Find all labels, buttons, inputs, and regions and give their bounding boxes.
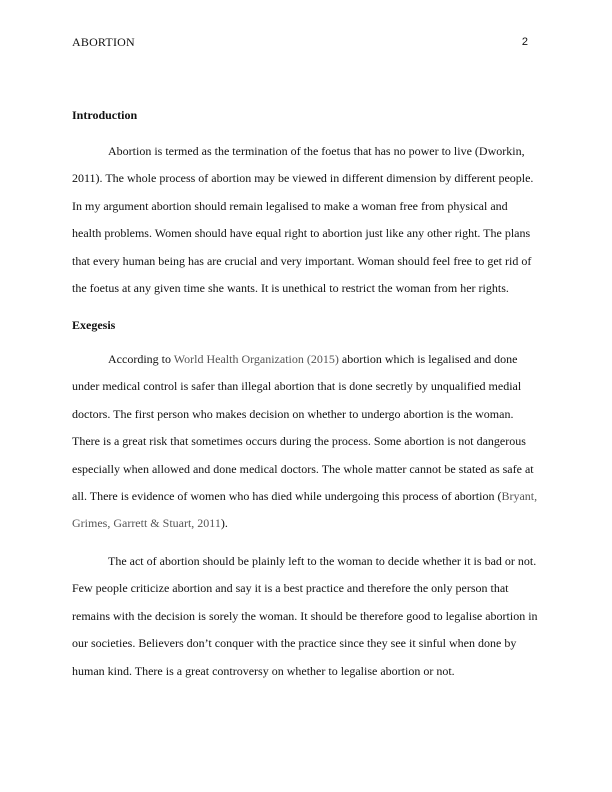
paragraph-line: doctors. The first person who makes decision on whether to undergo abortion is the woman. [72, 406, 514, 421]
paragraph-line: that every human being has are crucial and very important. Woman should feel free to get rid of [72, 253, 532, 268]
paragraph-line: human kind. There is a great controversy on whether to legalise abortion or not. [72, 663, 455, 678]
paragraph-line: health problems. Women should have equal right to abortion just like any other right. The plans [72, 226, 531, 241]
running-head: ABORTION [72, 35, 135, 49]
line-text: all. There is evidence of women who has died while undergoing this process of abortion ( [72, 488, 502, 503]
page-number: 2 [521, 36, 528, 48]
line-text: abortion which is legalised and done [338, 352, 518, 366]
heading-introduction: Introduction [72, 108, 138, 122]
paragraph-line: The act of abortion should be plainly left to the woman to decide whether it is bad or not. [108, 554, 537, 568]
page-header [72, 35, 528, 51]
paragraph-line: remains with the decision is sorely the woman. It should be therefore good to legalise abortion in [72, 608, 538, 623]
paragraph-line [72, 488, 540, 515]
paragraph-line: There is a great risk that sometimes occurs during the process. Some abortion is not dangerous [72, 434, 526, 449]
paragraph-exegesis-2 [72, 553, 540, 690]
citation-bryant: Bryant, [501, 488, 538, 503]
line-text: According to [108, 352, 174, 366]
citation-who: World Health Organization (2015) [173, 352, 339, 366]
paragraph-line: the foetus at any given time she wants. It is unethical to restrict the woman from her rights. [72, 280, 509, 295]
line-text: ). [220, 516, 228, 531]
citation-bryant-cont: Grimes, Garrett & Stuart, 2011 [72, 516, 221, 531]
paragraph-line: Abortion is termed as the termination of the foetus that has no power to live (Dworkin, [108, 144, 525, 158]
paragraph-line: Few people criticize abortion and say it is a best practice and therefore the only person that [72, 581, 509, 596]
paragraph-line: our societies. Believers don’t conquer with the practice since they see it sinful when done by [72, 636, 517, 651]
paragraph-line: In my argument abortion should remain legalised to make a woman free from physical and [72, 198, 508, 213]
paragraph-introduction [72, 143, 540, 307]
paragraph-line [72, 515, 540, 542]
paragraph-line: 2011). The whole process of abortion may be viewed in different dimension by different people. [72, 171, 534, 186]
paragraph-line: especially when allowed and done medical doctors. The whole matter cannot be stated as safe at [72, 461, 534, 476]
paragraph-line: under medical control is safer than illegal abortion that is done secretly by unqualified medial [72, 379, 522, 394]
heading-exegesis: Exegesis [72, 318, 116, 332]
paragraph-line [72, 351, 540, 378]
paragraph-exegesis-1 [72, 351, 540, 543]
